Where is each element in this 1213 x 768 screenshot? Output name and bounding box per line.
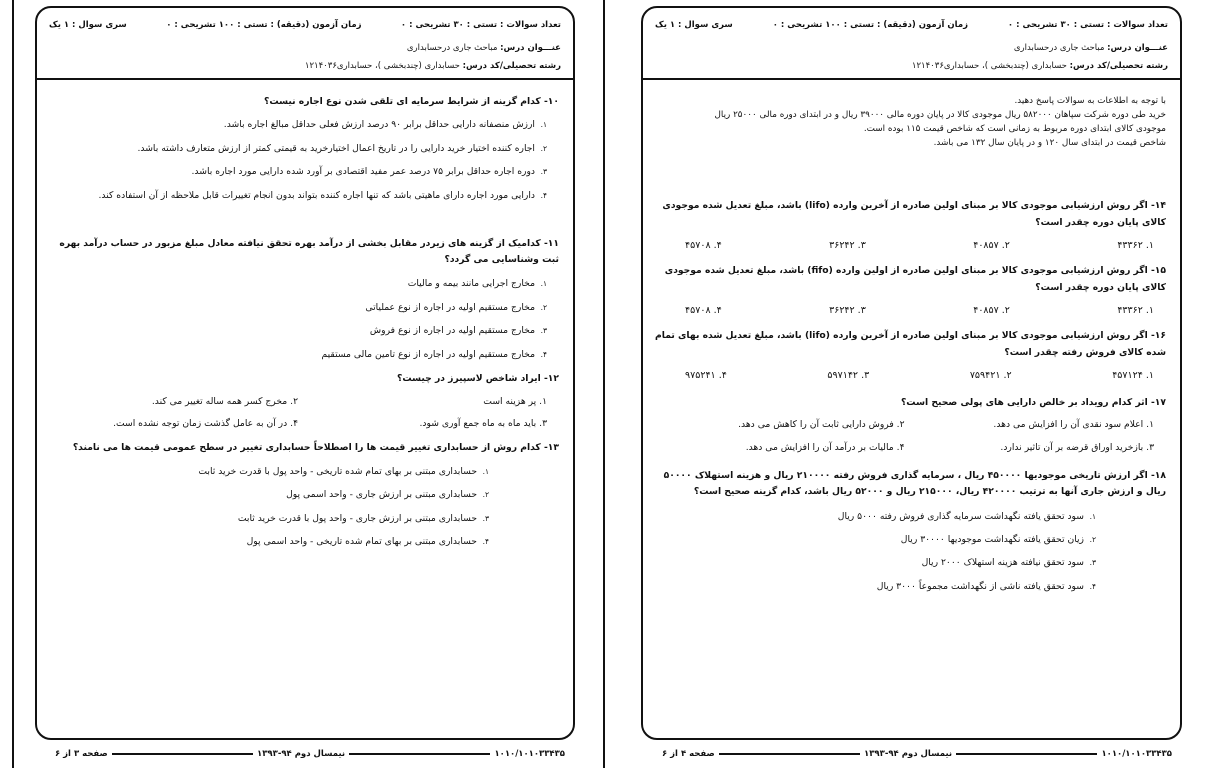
course-title-value: مباحث جاری درحسابداری [406, 43, 501, 53]
q16-option-3: ۳. ۵۹۷۱۴۲ [827, 370, 870, 382]
exam-page-4 [641, 6, 1182, 740]
q15-option-3: ۳. ۳۶۲۴۲ [829, 305, 866, 317]
q14-option-4: ۴. ۴۵۷۰۸ [685, 240, 722, 252]
q16-option-2: ۲. ۷۵۹۴۲۱ [969, 370, 1012, 382]
intro-line-4: شاخص قیمت در ابتدای سال ۱۲۰ و در پایان سال ۱۳۲ می باشد. [933, 138, 1166, 149]
q10-option-3: ۳.دوره اجاره حداقل برابر ۷۵ درصد عمر مفید اقتصادی بر آورد شده دارایی مورد اجاره باشد. [191, 166, 547, 178]
q18-option-3: ۳.سود تحقق نیافته هزینه استهلاک ۲۰۰۰ ریال [921, 557, 1096, 569]
q15-option-4: ۴. ۴۵۷۰۸ [685, 305, 722, 317]
question-count: تعداد سوالات : تستی : ۳۰ تشریحی : ۰ [400, 20, 561, 30]
q16-option-4: ۴. ۹۷۵۲۴۱ [685, 370, 727, 382]
left-edge-line [12, 0, 14, 768]
footer-rule [349, 753, 490, 755]
footer-rule [112, 753, 253, 755]
course-title-value: مباحث جاری درحسابداری [1013, 43, 1108, 53]
q14-options [655, 240, 1166, 253]
q17-option-1: ۱. اعلام سود نقدی آن را افزایش می دهد. [993, 419, 1154, 431]
page-3-footer [55, 744, 565, 764]
q10-option-1: ۱.ارزش منصفانه دارایی حداقل برابر ۹۰ درصد ارزش فعلی حداقل مبالغ اجاره باشد. [223, 119, 547, 131]
q15-options [655, 305, 1166, 318]
footer-page: صفحه ۴ از ۶ [662, 749, 715, 759]
q13-option-1: ۱.حسابداری مبتنی بر بهای تمام شده تاریخی - واحد پول با قدرت خرید ثابت [198, 465, 489, 477]
q17-option-4: ۴. مالیات بر درآمد آن را افزایش می دهد. [745, 441, 905, 453]
question-17: ۱۷- اثر کدام رویداد بر خالص دارایی های پولی صحیح است؟ [900, 397, 1166, 409]
q11-option-4: ۴.مخارج مستقیم اولیه در اجاره از نوع تامین مالی مستقیم [321, 348, 547, 360]
question-12: ۱۲- ایراد شاخص لاسپیرز در چیست؟ [396, 373, 559, 385]
q16-options [655, 370, 1166, 383]
q12-option-3: ۳. باید ماه به ماه جمع آوری شود. [419, 417, 547, 429]
q11-option-1: ۱.مخارج اجرایی مانند بیمه و مالیات [407, 278, 547, 290]
footer-rule [956, 753, 1097, 755]
q10-option-2: ۲.اجاره کننده اختیار خرید دارایی را در تاریخ اعمال اختیارخرید به قیمتی کمتر از ارزش متعارف داشته باشد. [137, 142, 547, 154]
footer-rule [719, 753, 860, 755]
field-code-value: حسابداری (چندبخشی )، حسابداری۱۲۱۴۰۳۶ [304, 61, 463, 71]
q10-option-4: ۴.دارایی مورد اجاره دارای ماهیتی باشد که تنها اجاره کننده بتواند بدون انجام تغییرات قابل ملاحظه از آن استفاده کند. [98, 189, 547, 201]
footer-term: نیمسال دوم ۹۴-۱۳۹۳ [864, 749, 953, 759]
course-title-label: عنـــوان درس: [500, 43, 561, 53]
field-code-label: رشته تحصیلی/کد درس: [1069, 61, 1168, 71]
q13-option-3: ۳.حسابداری مبتنی بر ارزش جاری - واحد پول با قدرت خرید ثابت [237, 512, 489, 524]
q14-option-2: ۲. ۴۰۸۵۷ [973, 240, 1010, 252]
intro-line-1: با توجه به اطلاعات به سوالات پاسخ دهید. [1014, 96, 1166, 106]
question-14: ۱۴- اگر روش ارزشیابی موجودی کالا بر مبنای اولین صادره از آخرین وارده (lifo) باشد، مبلغ تعدیل شده موجودی کالای پایان دوره چقدر است؟ [662, 200, 1166, 228]
q12-option-1: ۱. پر هزینه است [483, 395, 547, 407]
footer-page: صفحه ۳ از ۶ [55, 749, 108, 759]
page-header [37, 8, 573, 80]
question-16: ۱۶- اگر روش ارزشیابی موجودی کالا بر مبنای اولین صادره از آخرین وارده (lifo) باشد، مبلغ تعدیل شده بهای تمام شده کالای فروش رفته چقدر است؟ [655, 330, 1166, 358]
q14-option-3: ۳. ۳۶۲۴۲ [829, 240, 866, 252]
exam-page-3 [35, 6, 575, 740]
field-code-label: رشته تحصیلی/کد درس: [462, 61, 561, 71]
q18-option-1: ۱.سود تحقق یافته نگهداشت سرمایه گذاری فروش رفته ۵۰۰۰ ریال [837, 510, 1096, 522]
exam-time: زمان آزمون (دقیقه) : تستی : ۱۰۰ تشریحی : ۰ [772, 20, 968, 30]
q12-options-row-1 [49, 396, 547, 408]
page-4-footer [662, 744, 1172, 764]
intro-text [655, 94, 1166, 150]
q12-option-4: ۴. در آن به عامل گذشت زمان توجه نشده است. [113, 417, 298, 429]
questions-body [643, 88, 1180, 738]
q16-option-1: ۱. ۴۵۷۱۲۴ [1112, 370, 1154, 382]
center-divider-line [603, 0, 605, 768]
footer-term: نیمسال دوم ۹۴-۱۳۹۳ [257, 749, 346, 759]
exam-time: زمان آزمون (دقیقه) : تستی : ۱۰۰ تشریحی : ۰ [166, 20, 362, 30]
intro-line-3: موجودی کالای ابتدای دوره مربوط به زمانی است که شاخص قیمت ۱۱۵ بوده است. [863, 124, 1166, 135]
course-title-label: عنـــوان درس: [1107, 43, 1168, 53]
q11-option-2: ۲.مخارج مستقیم اولیه در اجاره از نوع عملیاتی [365, 301, 547, 313]
question-15: ۱۵- اگر روش ارزشیابی موجودی کالا بر مبنای اولین صادره از اولین وارده (fifo) باشد، مبلغ تعدیل شده موجودی کالای پایان دوره چقدر است؟ [664, 265, 1166, 293]
page-header [643, 8, 1180, 80]
field-code-value: حسابداری (چندبخشی )، حسابداری۱۲۱۴۰۳۶ [911, 61, 1070, 71]
question-18: ۱۸- اگر ارزش تاریخی موجودیها ۴۵۰۰۰۰ ریال ، سرمایه گذاری فروش رفته ۲۱۰۰۰۰ ریال و هزینه استهلاک ۵۰۰۰۰ ریال و ارزش جاری آنها به ترتیب ۴۲۰۰۰۰ ریال، ۲۱۵۰۰۰ ریال و ۵۲۰۰۰ ریال باشد، کدام گزینه صحیح است؟ [663, 470, 1166, 497]
q12-option-2: ۲. مخرج کسر همه ساله تغییر می کند. [151, 395, 298, 407]
q14-option-1: ۱. ۴۳۳۶۲ [1117, 240, 1154, 252]
question-10: ۱۰- کدام گزینه از شرایط سرمایه ای تلقی شدن نوع اجاره نیست؟ [264, 96, 559, 107]
questions-body [37, 88, 573, 738]
q12-options-row-2 [49, 418, 547, 430]
q17-option-2: ۲. فروش دارایی ثابت آن را کاهش می دهد. [738, 419, 905, 431]
q13-option-4: ۴.حسابداری مبتنی بر بهای تمام شده تاریخی - واحد اسمی پول [246, 536, 489, 548]
q17-options-row-2 [655, 442, 1154, 454]
q15-option-1: ۱. ۴۳۳۶۲ [1117, 305, 1154, 317]
question-series: سری سوال : ۱ یک [49, 20, 127, 30]
q11-option-3: ۳.مخارج مستقیم اولیه در اجاره از نوع فروش [369, 325, 547, 337]
footer-code: ۱۰۱۰/۱۰۱۰۳۳۴۳۵ [494, 749, 565, 759]
q13-option-2: ۲.حسابداری مبتنی بر ارزش جاری - واحد اسمی پول [286, 489, 489, 501]
question-count: تعداد سوالات : تستی : ۳۰ تشریحی : ۰ [1007, 20, 1168, 30]
question-11: ۱۱- کدامیک از گزینه های زیردر مقابل بخشی از درآمد بهره تحقق نیافته معادل مبلغ مزبور در حساب درآمد بهره ثبت وشناسایی می گردد؟ [59, 238, 559, 265]
q18-option-4: ۴.سود تحقق یافته ناشی از نگهداشت مجموعاً ۳۰۰۰ ریال [876, 580, 1096, 592]
intro-line-2: خرید طی دوره شرکت سپاهان ۵۸۲۰۰۰ ریال موجودی کالا در پایان دوره مالی ۳۹۰۰۰ ریال و در ابتدای دوره مالی ۲۵۰۰۰ ریال [714, 110, 1166, 121]
footer-code: ۱۰۱۰/۱۰۱۰۳۳۴۳۵ [1101, 749, 1172, 759]
q17-option-3: ۳. بازخرید اوراق قرضه بر آن تاثیر ندارد. [1000, 441, 1154, 453]
q15-option-2: ۲. ۴۰۸۵۷ [973, 305, 1010, 317]
q18-option-2: ۲.زیان تحقق یافته نگهداشت موجودیها ۳۰۰۰۰ ریال [900, 534, 1096, 546]
question-13: ۱۳- کدام روش از حسابداری تغییر قیمت ها را اصطلاحاً حسابداری تغییر در سطح عمومی قیمت ها می نامند؟ [72, 442, 559, 454]
q17-options-row-1 [655, 419, 1154, 431]
question-series: سری سوال : ۱ یک [655, 20, 733, 30]
